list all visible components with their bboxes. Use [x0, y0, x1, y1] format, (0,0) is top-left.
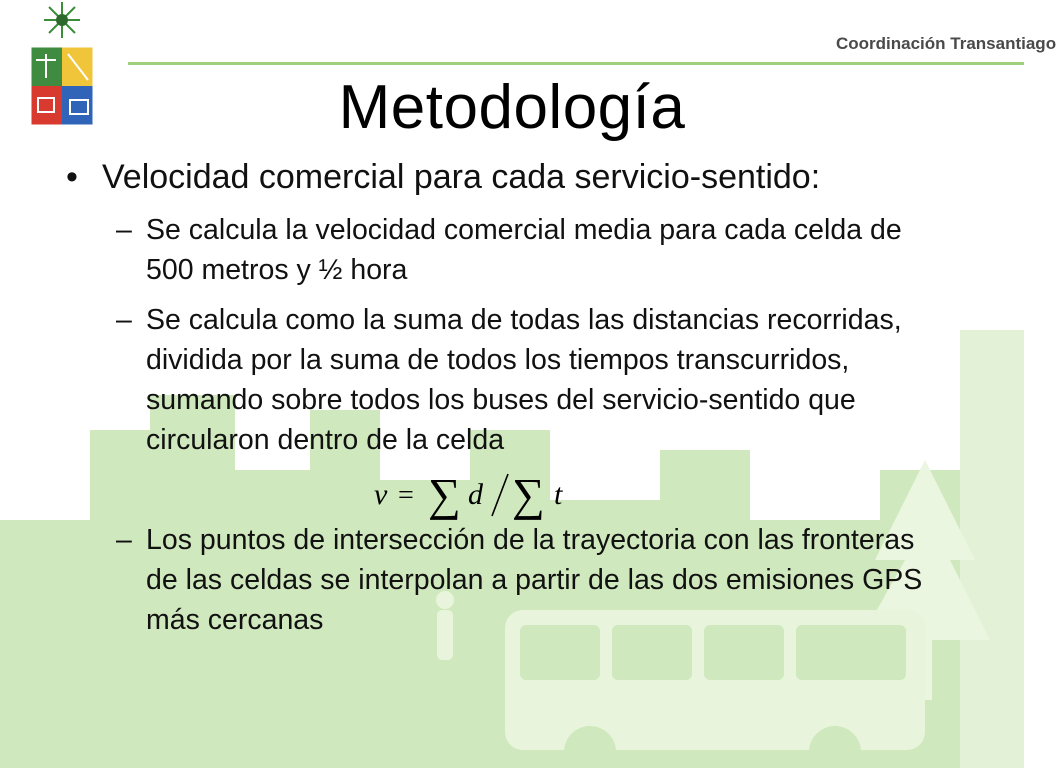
sub-item-3-text: Los puntos de intersección de la trayectoria con las fronteras de las celdas se interpolan a partir de las dos emisiones GPS más cercanas — [146, 524, 923, 636]
formula-numerator: d — [468, 478, 483, 511]
dash-glyph: – — [116, 304, 132, 336]
formula-sum-2: ∑ — [512, 469, 545, 520]
dash-glyph: – — [116, 214, 132, 246]
velocity-formula — [372, 468, 582, 524]
sub-item-1-text: Se calcula la velocidad comercial media para cada celda de 500 metros y ½ hora — [146, 214, 902, 286]
dash-glyph: – — [116, 524, 132, 556]
header-divider — [128, 62, 1024, 65]
formula-lhs: v — [374, 478, 388, 511]
slide-title: Metodología — [338, 73, 686, 142]
formula-denominator: t — [554, 478, 563, 511]
formula-equals: = — [398, 480, 414, 511]
formula-slash — [492, 474, 508, 516]
formula-sum-1: ∑ — [428, 469, 461, 520]
sub-item-2-text: Se calcula como la suma de todas las distancias recorridas, dividida por la suma de todos los tiempos transcurridos, sumando sobre todos los buses del servicio-sentido que circularon dentro de la celda — [146, 304, 902, 456]
brand-text-coordinacion-transantiago: Coordinación Transantiago — [836, 34, 1056, 53]
bullet-level1-text: Velocidad comercial para cada servicio-sentido: — [102, 158, 821, 196]
bullet-glyph: • — [66, 158, 78, 196]
bullet-level1 — [66, 158, 820, 197]
